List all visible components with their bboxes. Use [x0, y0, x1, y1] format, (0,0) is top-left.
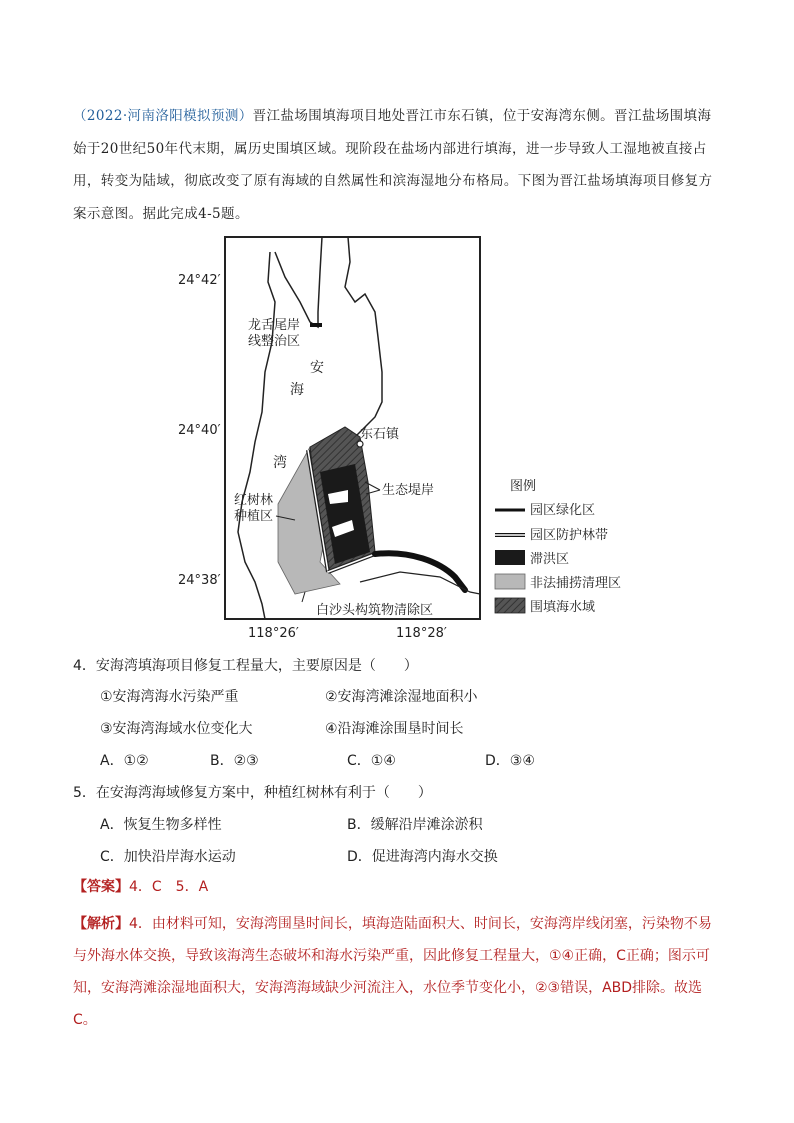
lon-label-1: 118°26′ — [248, 626, 299, 641]
q4-opt1: ①安海湾海水污染严重 — [100, 689, 239, 705]
q4-choice-a: A．①② — [100, 753, 149, 769]
q5-choice-d: D．促进海湾内海水交换 — [347, 849, 498, 865]
map-figure — [170, 232, 650, 652]
lat-label-3: 24°38′ — [178, 573, 221, 588]
answer-line — [73, 876, 208, 896]
q5-choice-a: A．恢复生物多样性 — [100, 817, 222, 833]
dark-gray-box-icon — [495, 598, 525, 613]
legend-item-reclaimed — [495, 598, 595, 615]
dongshi-label: 东石镇 — [360, 427, 400, 442]
q5-stem: 5．在安海湾海域修复方案中，种植红树林有利于（ ） — [73, 785, 432, 801]
q4-choice-c: C．①④ — [347, 753, 396, 769]
map-svg — [170, 232, 650, 652]
q4-opt3: ③安海湾海域水位变化大 — [100, 721, 253, 737]
q4-choice-b: B．②③ — [210, 753, 259, 769]
wan-label: 湾 — [273, 455, 287, 471]
mangrove-label-2: 种植区 — [234, 509, 274, 524]
q5-choice-c: C．加快沿岸海水运动 — [100, 849, 236, 865]
q4-choice-d: D．③④ — [485, 753, 535, 769]
legend-item-belt — [495, 527, 608, 543]
analysis-paragraph — [73, 908, 725, 1036]
lon-label-2: 118°28′ — [396, 626, 447, 641]
svg-text:非法捕捞清理区: 非法捕捞清理区 — [530, 576, 622, 591]
longshe-label-2: 线整治区 — [248, 334, 301, 349]
q4-opt2: ②安海湾滩涂湿地面积小 — [325, 689, 478, 705]
svg-text:围填海水域: 围填海水域 — [530, 600, 596, 615]
intro-paragraph — [73, 100, 723, 230]
lat-label-1: 24°42′ — [178, 273, 221, 288]
hai-label: 海 — [290, 382, 304, 398]
source-tag: （2022·河南洛阳模拟预测） — [73, 108, 253, 124]
answer-tag: 【答案】 — [73, 879, 129, 895]
q5-choice-b: B．缓解沿岸滩涂淤积 — [347, 817, 483, 833]
black-box-icon — [495, 550, 525, 565]
analysis-text: 4．由材料可知，安海湾围垦时间长，填海造陆面积大、时间长，安海湾岸线闭塞，污染物不易与外海水体交换，导致该海湾生态破坏和海水污染严重，因此修复工程量大，①④正确，C正确；图示可知，安海湾滩涂湿地面积大，安海湾海域缺少河流注入，水位季节变化小，②③错误，ABD排除。故选C。 — [73, 916, 712, 1028]
intro-text: 晋江盐场围填海项目地处晋江市东石镇，位于安海湾东侧。晋江盐场围填海始于20世纪50年代末期，属历史围填区域。现阶段在盐场内部进行填海，进一步导致人工湿地被直接占用，转变为陆域，彻底改变了原有海域的自然属性和滨海湿地分布格局。下图为晋江盐场填海项目修复方案示意图。据此完成4-5题。 — [73, 108, 713, 222]
light-gray-box-icon — [495, 574, 525, 589]
svg-text:滞洪区: 滞洪区 — [530, 552, 570, 567]
legend-title: 图例 — [510, 479, 537, 494]
legend-item-greening — [495, 503, 595, 518]
answer-text: 4．C 5．A — [129, 879, 209, 895]
legend-item-cleanup — [495, 574, 621, 591]
svg-text:园区防护林带: 园区防护林带 — [530, 528, 609, 543]
lat-label-2: 24°40′ — [178, 423, 221, 438]
eco-bank-label: 生态堤岸 — [382, 483, 435, 498]
q4-opt4: ④沿海滩涂围垦时间长 — [325, 721, 464, 737]
analysis-tag: 【解析】 — [73, 916, 129, 932]
longshe-label-1: 龙舌尾岸 — [248, 318, 301, 333]
svg-text:园区绿化区: 园区绿化区 — [530, 503, 596, 518]
an-label: 安 — [310, 360, 324, 376]
q4-stem: 4．安海湾填海项目修复工程量大，主要原因是（ ） — [73, 658, 418, 674]
legend-item-flood — [495, 550, 569, 567]
baisha-label: 白沙头构筑物清除区 — [316, 603, 434, 618]
mangrove-label-1: 红树林 — [234, 493, 274, 508]
